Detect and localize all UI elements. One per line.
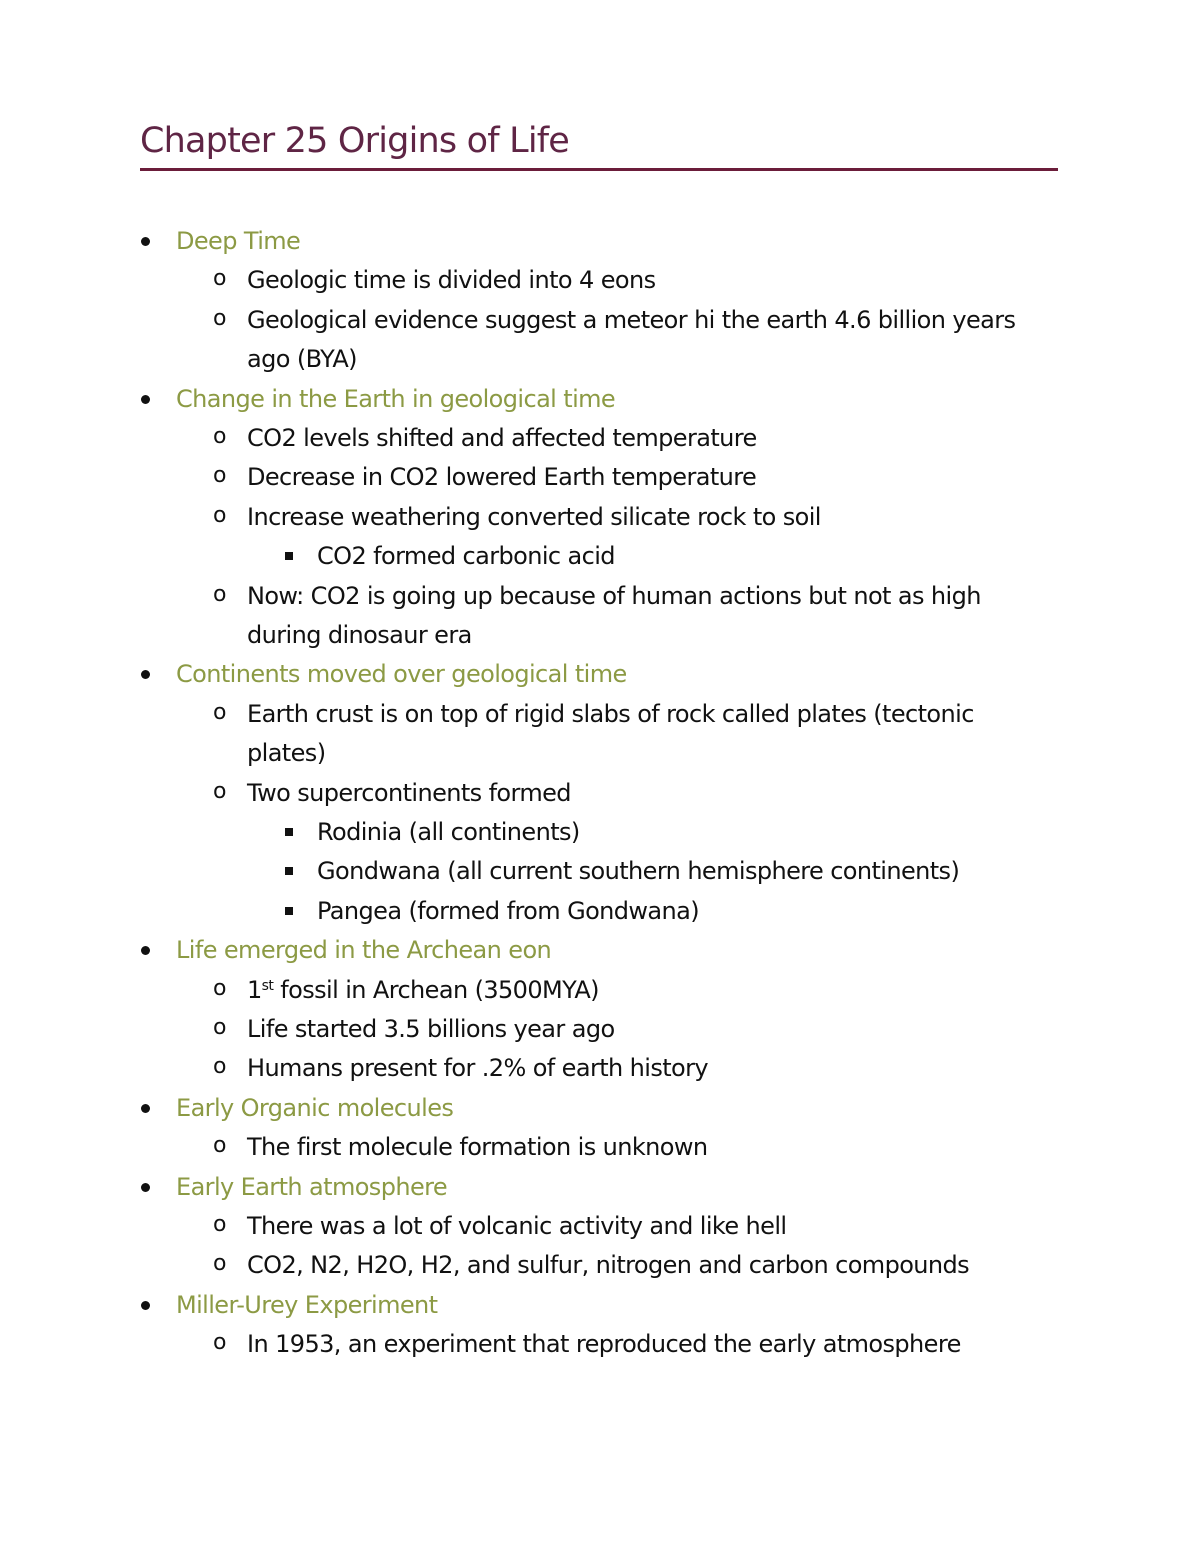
- bullet-disc-icon: [141, 670, 150, 679]
- outline-item: Life started 3.5 billions year ago: [247, 1015, 615, 1043]
- outline-item: Two supercontinents formed: [247, 778, 571, 807]
- item-text: fossil in Archean (3500MYA): [273, 975, 599, 1004]
- bullet-square-icon: [285, 867, 293, 875]
- ordinal-number: 1: [247, 975, 262, 1004]
- outline-subitem: Gondwana (all current southern hemisphere continents): [317, 857, 960, 886]
- outline-item: [247, 975, 599, 1005]
- bullet-circle-icon: o: [213, 1015, 227, 1040]
- outline-item: Earth crust is on top of rigid slabs of rock called plates (tectonic: [247, 699, 974, 728]
- outline-item: In 1953, an experiment that reproduced the early atmosphere: [247, 1330, 961, 1359]
- wrapped-line: plates): [247, 739, 326, 768]
- outline-subitem: Rodinia (all continents): [317, 818, 580, 846]
- bullet-disc-icon: [141, 946, 150, 955]
- outline-subitem: CO2 formed carbonic acid: [317, 542, 615, 571]
- bullet-circle-icon: o: [213, 778, 227, 804]
- outline-heading: Early Organic molecules: [176, 1093, 454, 1122]
- outline-item: Geological evidence suggest a meteor hi the earth 4.6 billion years: [247, 305, 1016, 334]
- bullet-square-icon: [285, 552, 293, 560]
- bullet-circle-icon: o: [213, 424, 227, 449]
- outline-item: The first molecule formation is unknown: [247, 1133, 708, 1162]
- outline-heading: Change in the Earth in geological time: [176, 384, 616, 413]
- outline-subitem: Pangea (formed from Gondwana): [317, 896, 700, 925]
- bullet-circle-icon: o: [213, 1133, 227, 1159]
- outline-item: Decrease in CO2 lowered Earth temperature: [247, 463, 757, 492]
- bullet-circle-icon: o: [213, 1330, 227, 1356]
- bullet-disc-icon: [141, 1183, 150, 1192]
- document-title: Chapter 25 Origins of Life: [140, 121, 570, 161]
- outline-item: Geologic time is divided into 4 eons: [247, 266, 656, 295]
- outline-heading: Deep Time: [176, 227, 301, 255]
- outline-item: CO2, N2, H2O, H2, and sulfur, nitrogen and carbon compounds: [247, 1251, 970, 1280]
- bullet-square-icon: [285, 907, 293, 915]
- bullet-circle-icon: o: [213, 1054, 227, 1080]
- bullet-circle-icon: o: [213, 975, 227, 1001]
- outline-item: CO2 levels shifted and affected temperature: [247, 424, 757, 452]
- bullet-disc-icon: [141, 237, 150, 246]
- outline-item: There was a lot of volcanic activity and like hell: [247, 1212, 787, 1240]
- outline-heading: Continents moved over geological time: [176, 660, 627, 689]
- outline-item: Humans present for .2% of earth history: [247, 1054, 709, 1083]
- bullet-square-icon: [285, 828, 293, 836]
- title-underline: [140, 168, 1058, 171]
- bullet-circle-icon: o: [213, 1212, 227, 1237]
- bullet-circle-icon: o: [213, 305, 227, 331]
- bullet-circle-icon: o: [213, 502, 227, 528]
- ordinal-suffix: st: [261, 977, 274, 994]
- wrapped-line: during dinosaur era: [247, 621, 472, 649]
- outline-item: Now: CO2 is going up because of human actions but not as high: [247, 581, 981, 610]
- bullet-circle-icon: o: [213, 1251, 227, 1277]
- bullet-disc-icon: [141, 1104, 150, 1113]
- outline-heading: Early Earth atmosphere: [176, 1172, 448, 1201]
- wrapped-line: ago (BYA): [247, 345, 357, 374]
- outline-heading: Life emerged in the Archean eon: [176, 936, 552, 965]
- outline-heading: Miller-Urey Experiment: [176, 1290, 438, 1319]
- bullet-circle-icon: o: [213, 699, 227, 725]
- bullet-disc-icon: [141, 395, 150, 404]
- bullet-circle-icon: o: [213, 463, 227, 489]
- outline-item: Increase weathering converted silicate rock to soil: [247, 502, 821, 531]
- bullet-circle-icon: o: [213, 266, 227, 292]
- bullet-disc-icon: [141, 1301, 150, 1310]
- bullet-circle-icon: o: [213, 581, 227, 607]
